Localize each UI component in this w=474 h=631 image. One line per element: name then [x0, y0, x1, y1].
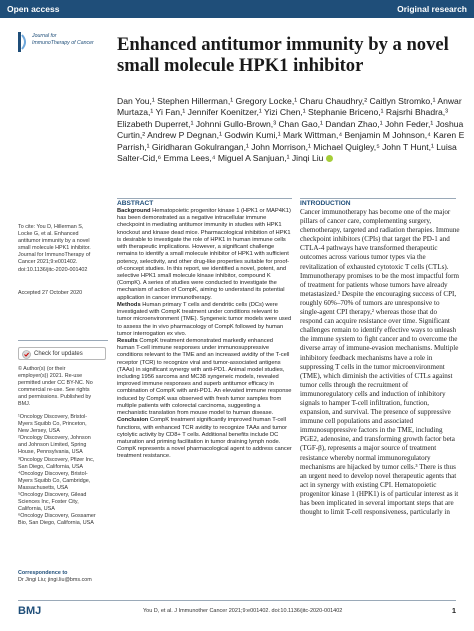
results-label: Results: [117, 337, 138, 344]
abstract-body: [117, 208, 292, 461]
check-for-updates-button[interactable]: [18, 347, 106, 360]
how-to-cite: To cite: You D, Hillerman S, Locke G, et al. Enhanced antitumor immunity by a novel small molecule HPK1 inhibitor. Journal for ImmunoTherapy of Cancer 2021;9:e001402. doi:10.1136/jitc-2020-001402: [18, 224, 91, 273]
conclusion-text: CompK treatment significantly improved human T-cell functions, with enhanced TCR avidity to recognize TAAs and tumor cytolytic activity by CD8+ T cells. Additional benefits include DC maturation and priming facilitation in tumor draining lymph node. CompK represents a novel pharmacological agent to address cancer treatment resistance.: [117, 417, 292, 460]
accepted-date: Accepted 27 October 2020: [18, 290, 83, 296]
license-statement: © Author(s) (or their employer(s)) 2021. Re-use permitted under CC BY-NC. No commercial re-use. See rights and permissions. Published by BMJ.: [18, 366, 93, 408]
check-for-updates-label: Check for updates: [34, 350, 83, 357]
jitc-logo-icon: [18, 32, 29, 52]
crossmark-icon: [22, 350, 31, 359]
introduction-heading: INTRODUCTION: [300, 200, 351, 207]
background-text: Hematopoietic progenitor kinase 1 (HPK1 or MAP4K1) has been demonstrated as a negative intracellular immune checkpoint in mediating antitumor immunity in studies with HPK1 knockout and kinase dead mice. Pharmacological inhibition of HPK1 is desirable to investigate the role of HPK1 in human immune cells with therapeutic implications. However, a significant challenge remains to identify a small molecule inhibitor of HPK1 with sufficient potency, selectivity, and other drug-like properties suitable for proof-of-concept studies. In this report, we identified a novel, potent, and selective HPK1 small molecule kinase inhibitor, compound K (CompK). A series of studies were conducted to investigate the mechanism of action of CompK, aiming to understand its potential application in cancer immunotherapy.: [117, 208, 291, 301]
background-label: Background: [117, 208, 151, 214]
correspondence-heading: Correspondence to: [18, 570, 68, 576]
abstract-heading: ABSTRACT: [117, 200, 154, 207]
open-access-label: Open access: [7, 4, 60, 14]
journal-logo-text: Journal for ImmunoTherapy of Cancer: [32, 33, 94, 46]
page-number: 1: [451, 606, 456, 615]
journal-logo: [18, 30, 113, 58]
correspondence: [18, 570, 108, 584]
author-list: Dan You,¹ Stephen Hillerman,¹ Gregory Locke,¹ Charu Chaudhry,² Caitlyn Stromko,¹ Anwar Murtaza,¹ Yi Fan,¹ Jennifer Koenitzer,¹ Yizi Chen,¹ Stephanie Briceno,¹ Rajsrhi Bhadra,³ Elizabeth Duperret,¹ Johnni Gullo-Brown,³ Chan Gao,¹ Dandan Zhao,¹ John Feder,¹ Joshua Curtin,² Andrew P Degnan,¹ Godwin Kumi,¹ Mark Wittman,⁴ Benjamin M Johnson,⁴ Karen E Parrish,¹ Giridharan Gokulrangan,¹ John Morrison,¹ Michael Quigley,⁵ John T Hunt,¹ Luisa Salter-Cid,⁶ Emma Lees,⁴ Miguel A Sanjuan,¹ Jinqi Liu: [117, 96, 465, 164]
footer-rule: [18, 600, 456, 601]
methods-label: Methods: [117, 301, 141, 308]
bmj-logo: BMJ: [18, 605, 42, 617]
footer-citation: You D, et al. J Immunother Cancer 2021;9:e001402. doi:10.1136/jitc-2020-001402: [143, 608, 343, 614]
introduction-body: Cancer immunotherapy has become one of the major pillars of cancer care, complementing surgery, chemotherapy, targeted and radiation therapies. Immune checkpoint inhibitors (CPIs) that target the PD-1 and CTLA-4 pathways have transformed therapeutic outcomes across various tumor types via the revitalization of exhausted cytotoxic T cells (CTLs). Immunotherapy promises to be the most impactful form of treatment for patients whose tumors have already metastasized.¹ Despite the encouraging success of CPI, roughly 60%–70% of tumors are unresponsive to single-agent CPI therapy,² whereas those that do respond can acquire resistance over time. Significant challenges remain to identify effective ways to unleash the immune system to fight cancer and to overcome the diverse array of immune-evasion mechanisms. Multiple inhibitory feedback mechanisms have a role in suppressing T cells in the tumor microenvironment (TME), which diminish the activities of CTLs against tumor cells through the recruitment of immunoregulatory cells and induction of inhibitory signals to hamper T-cell infiltration, function, expansion, and survival. The presence of suppressive immune cell populations and associated immunosuppressive factors in the TME, including PGE2, adenosine, and transforming growth factor beta (TGF-β), represents a major source of treatment resistance whereby normal immunoregulatory mechanisms are hijacked by tumor cells.³ There is thus an urgent need to develop novel therapeutic agents that act in synergy with existing CPI. Hematopoietic progenitor kinase 1 (HPK1) is of particular interest as it has been implicated in several important steps that are thought to limit T-cell responsiveness, particularly in: [300, 208, 460, 517]
article-type-label: Original research: [397, 4, 467, 14]
abstract-rule: [117, 198, 292, 199]
article-title: Enhanced antitumor immunity by a novel small molecule HPK1 inhibitor: [117, 34, 449, 76]
conclusion-label: Conclusion: [117, 417, 149, 424]
results-text: CompK treatment demonstrated markedly enhanced human T-cell immune responses under immunosuppressive conditions relevant to the TME and an increased avidity of the T-cell receptor (TCR) to recognize viral and tumor-associated antigens (TAAs) in significant synergy with anti-PD1. Animal model studies, including 1956 sarcoma and MC38 syngeneic models, revealed improved immune responses and superb antitumor efficacy in combination of CompK with anti-PD1. An elevated immune response induced by CompK was observed with fresh tumor samples from multiple patients with colorectal carcinoma, suggesting a mechanistic translation from mouse model to human disease.: [117, 337, 292, 417]
orcid-icon[interactable]: [326, 155, 333, 162]
methods-text: Human primary T cells and dendritic cells (DCs) were investigated with CompK treatment under conditions relevant to tumor microenvironment (TME). Syngeneic tumor models were used to assess the in vivo pharmacology of CompK followed by human tumor interrogation ex vivo.: [117, 301, 292, 337]
affiliations: ¹Oncology Discovery, Bristol- Myers Squibb Co, Princeton, New Jersey, USA ²Oncology Discovery, Johnson and Johnson Limited, Spring House, Pennsylvania, USA ³Oncology Discovery, Pfizer Inc, San Diego, California, USA ⁴Oncology Discovery, Bristol- Myers Squibb Co, Cambridge, Massachusetts, USA ⁵Oncology Discovery, Gilead Sciences Inc, Foster City, California, USA ⁶Oncology Discovery, Gossamer Bio, San Diego, California, USA: [18, 414, 96, 527]
journal-header-bar: [0, 0, 474, 18]
sidebar-divider: [18, 340, 108, 341]
correspondence-email[interactable]: Dr Jingi Liu; jingi.liu@bms.com: [18, 577, 92, 584]
intro-rule: [300, 198, 456, 199]
